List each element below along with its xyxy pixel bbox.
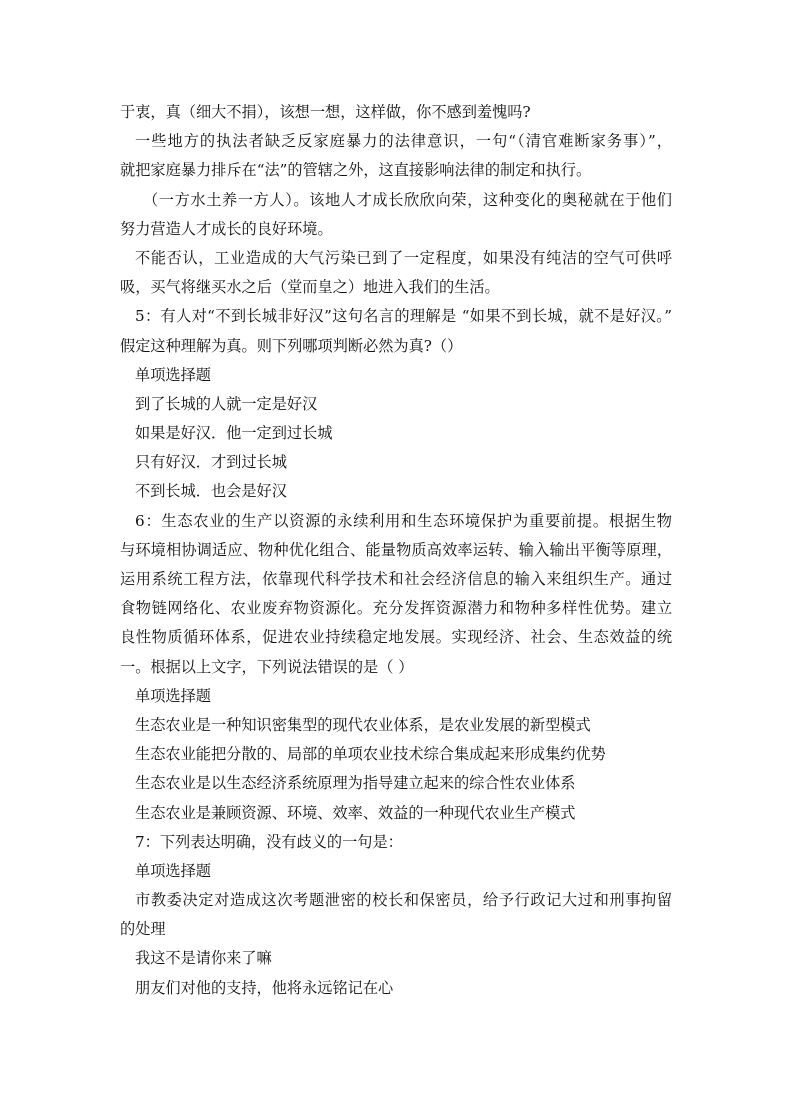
question-6-stem: 6：生态农业的生产以资源的永续利用和生态环境保护为重要前提。根据生物 <box>135 511 672 530</box>
answer-option: 不到长城．也会是好汉 <box>135 482 287 501</box>
text-line: 运用系统工程方法，依靠现代科学技术和社会经济信息的输入来组织生产。通过 <box>120 570 672 588</box>
text-line: 吸，买气将继买水之后（堂而皇之）地进入我们的生活。 <box>120 278 500 297</box>
text-line: 良性物质循环体系，促进农业持续稳定地发展。实现经济、社会、生态效益的统 <box>120 628 672 647</box>
text-line: （一方水土养一方人）。该地人才成长欣欣向荣，这种变化的奥秘就在于他们 <box>143 190 672 209</box>
text-line: 一些地方的执法者缺乏反家庭暴力的法律意识，一句“（清官难断家务事）”， <box>135 132 672 151</box>
answer-option: 只有好汉．才到过长城 <box>135 453 287 472</box>
answer-option: 生态农业能把分散的、局部的单项农业技术综合集成起来形成集约优势 <box>135 745 606 764</box>
answer-option: 生态农业是以生态经济系统原理为指导建立起来的综合性农业体系 <box>135 774 576 793</box>
text-line: 的处理 <box>120 920 166 939</box>
answer-option: 生态农业是兼顾资源、环境、效率、效益的一种现代农业生产模式 <box>135 803 576 822</box>
text-line: 努力营造人才成长的良好环境。 <box>120 219 333 238</box>
question-type-label: 单项选择题 <box>135 686 211 705</box>
document-body <box>120 98 672 1003</box>
text-line: 就把家庭暴力排斥在“法”的管辖之外，这直接影响法律的制定和执行。 <box>120 161 592 180</box>
question-type-label: 单项选择题 <box>135 861 211 880</box>
question-5-stem: 5：有人对“不到长城非好汉”这句名言的理解是 “如果不到长城，就不是好汉。” <box>135 307 672 326</box>
answer-option: 如果是好汉．他一定到过长城 <box>135 424 333 443</box>
answer-option: 朋友们对他的支持，他将永远铭记在心 <box>135 978 394 997</box>
question-type-label: 单项选择题 <box>135 365 211 384</box>
text-line: 食物链网络化、农业废弃物资源化。充分发挥资源潜力和物种多样性优势。建立 <box>120 599 672 618</box>
answer-option: 市教委决定对造成这次考题泄密的校长和保密员，给予行政记大过和刑事拘留 <box>135 891 672 910</box>
answer-option: 我这不是请你来了嘛 <box>135 949 272 968</box>
text-line: 于衷，真（细大不捐），该想一想，这样做，你不感到羞愧吗? <box>120 103 531 121</box>
question-7-stem: 7：下列表达明确，没有歧义的一句是： <box>135 832 403 851</box>
text-line: 一。根据以上文字，下列说法错误的是（ ） <box>120 657 414 676</box>
answer-option: 生态农业是一种知识密集型的现代农业体系，是农业发展的新型模式 <box>135 715 591 734</box>
text-line: 假定这种理解为真。则下列哪项判断必然为真?（） <box>120 336 463 355</box>
text-line: 与环境相协调适应、物种优化组合、能量物质高效率运转、输入输出平衡等原理， <box>120 540 672 559</box>
answer-option: 到了长城的人就一定是好汉 <box>135 394 318 413</box>
text-line: 不能否认，工业造成的大气污染已到了一定程度，如果没有纯洁的空气可供呼 <box>135 248 672 267</box>
